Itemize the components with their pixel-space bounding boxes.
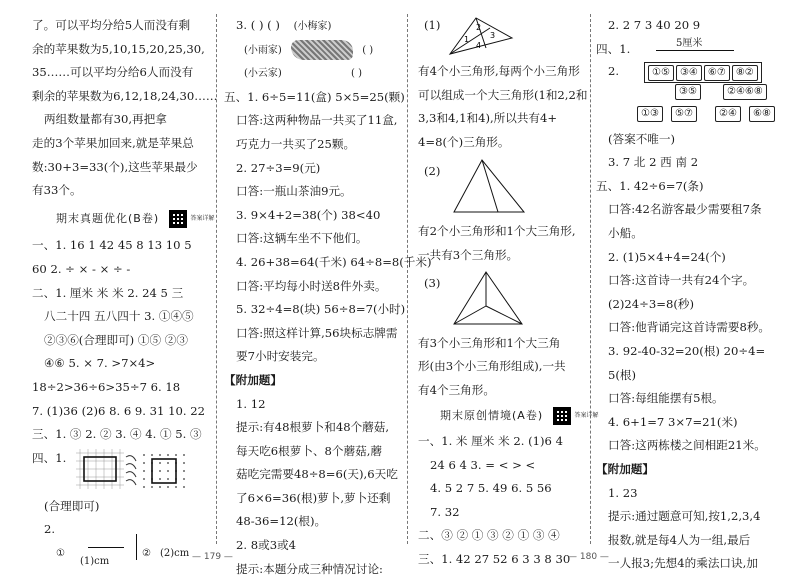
answer-line: 五、1. 6÷5=11(盒) 5×5=25(颗) bbox=[224, 89, 405, 104]
figure-3-row bbox=[418, 268, 590, 332]
answer-line: 1. 23 bbox=[608, 485, 638, 500]
answer-line: 口答:每组能摆有5根。 bbox=[608, 391, 724, 406]
circle-label: ② bbox=[142, 547, 151, 559]
answer-line: 一、1. 米 厘米 米 2. (1)6 4 bbox=[418, 433, 563, 448]
place-label: (小云家) bbox=[244, 68, 282, 80]
answer-line: 口答:这两种物品一共买了11盒, bbox=[236, 113, 398, 128]
answer-line: 3. 7 北 2 西 南 2 bbox=[608, 155, 699, 170]
section-title: 期末真题优化(B卷) bbox=[56, 211, 160, 225]
segment-length-label: 5厘米 bbox=[676, 37, 703, 49]
answer-line: 口答:这两栋楼之间相距21米。 bbox=[608, 438, 766, 453]
region-number: 2 bbox=[476, 23, 482, 32]
answer-line: 口答:这首诗一共有24个字。 bbox=[608, 273, 755, 288]
answer-line: 2. 2 7 3 40 20 9 bbox=[608, 18, 701, 32]
answer-line: 一人报3;先想4的乘法口诀,加 bbox=[608, 556, 758, 571]
answer-line: 1. 12 bbox=[236, 396, 266, 411]
figure-label: (1) bbox=[424, 18, 441, 32]
triangle-figure-1 bbox=[446, 14, 516, 60]
text-line: 数:30+3=33(个),这些苹果最少 bbox=[32, 159, 198, 174]
number-tile: ②④ bbox=[715, 106, 741, 122]
text-line: 35……可以平均分给6人而没有 bbox=[32, 65, 194, 80]
text-line: 走的3个苹果加回来,就是苹果总 bbox=[32, 135, 194, 150]
answer-line: 7. 32 bbox=[430, 504, 460, 519]
answer-line: 有2个小三角形和1个大三角形, bbox=[418, 224, 576, 239]
place-label: (小雨家) bbox=[244, 44, 282, 56]
number-tile: ⑧② bbox=[732, 65, 758, 81]
place-label: (小梅家) bbox=[293, 21, 332, 32]
answer-line: 提示:有48根萝卜和48个蘑菇, bbox=[236, 420, 390, 435]
answer-line: 二、③ ② ① ③ ② ① ③ ④ bbox=[418, 528, 560, 543]
answer-line: 2. bbox=[44, 522, 56, 537]
answer-line: 60 2. ÷ × - × ÷ - bbox=[32, 261, 131, 276]
segment-line bbox=[88, 536, 124, 548]
answer-line: 要7小时安装完。 bbox=[236, 349, 325, 364]
answer-line: 有4个小三角形,每两个小三角形 bbox=[418, 64, 580, 78]
map-answer-row bbox=[224, 62, 400, 86]
answer-line: 形(由3个小三角形组成),一共 bbox=[418, 359, 566, 374]
segment-answer-row bbox=[596, 38, 792, 60]
region-number: 3 bbox=[490, 31, 496, 40]
triangle-figure-2 bbox=[448, 154, 528, 218]
answer-line: 48-36=12(根)。 bbox=[236, 514, 327, 529]
answer-line: 2. 8或3或4 bbox=[236, 538, 297, 553]
qr-code-icon bbox=[169, 210, 187, 228]
answer-line: 小船。 bbox=[608, 225, 643, 240]
figure-1-row bbox=[418, 14, 590, 60]
answer-line: 三、1. ③ 2. ② 3. ④ 4. ① 5. ③ bbox=[32, 427, 202, 442]
answer-line: ②③⑥(合理即可) ①⑤ ②③ bbox=[44, 332, 188, 347]
answer-line: 口答:一瓶山茶油9元。 bbox=[236, 184, 352, 199]
answer-line: 4. 5 2 7 5. 49 6. 5 56 bbox=[430, 481, 552, 496]
answer-line: 有3个小三角形和1个大三角 bbox=[418, 335, 561, 350]
answer-line: 口答:照这样计算,56块标志牌需 bbox=[236, 325, 398, 340]
text-line: 两组数量都有30,再把拿 bbox=[44, 112, 167, 127]
answer-line: ( ) bbox=[362, 44, 374, 56]
extra-section-title: 【附加题】 bbox=[224, 372, 282, 387]
page-number: — 180 — bbox=[568, 552, 609, 562]
figure-label: (2) bbox=[424, 164, 441, 179]
triangle-figure-3 bbox=[448, 268, 528, 330]
answer-line: 3. 92-40-32=20(根) 20÷4= bbox=[608, 343, 766, 358]
section-header bbox=[418, 404, 599, 428]
answer-line: 每天吃6根萝卜、8个蘑菇,蘑 bbox=[236, 443, 382, 458]
answer-line: ④⑥ 5. × 7. >7×4> bbox=[44, 356, 156, 371]
answer-line: 2. bbox=[608, 63, 620, 78]
region-number: 1 bbox=[464, 35, 470, 44]
answer-line: 八二十四 五八四十 3. ①④⑤ bbox=[44, 309, 194, 324]
answer-line: 二、1. 厘米 米 米 2. 24 5 三 bbox=[32, 285, 184, 300]
map-answer-row bbox=[224, 14, 400, 39]
map-answer-row bbox=[224, 39, 400, 63]
text-line: 有33个。 bbox=[32, 183, 82, 198]
length-answer-row bbox=[32, 542, 212, 572]
answer-line: 一共有3个三角形。 bbox=[418, 247, 519, 262]
qr-label: 答案详解 bbox=[574, 412, 599, 420]
answer-line: 一、1. 16 1 42 45 8 13 10 5 bbox=[32, 238, 192, 253]
length-blank: (1)cm bbox=[80, 555, 110, 567]
stone-image bbox=[291, 40, 353, 60]
answer-line: 5. 32÷4=8(块) 56÷8=7(小时) bbox=[236, 302, 406, 317]
number-tile: ⑤⑦ bbox=[671, 106, 697, 122]
answer-line: 菇吃完需要48÷8=6(天),6天吃 bbox=[236, 467, 398, 482]
answer-line: 了6×6=36(根)萝卜,萝卜还剩 bbox=[236, 490, 391, 505]
answer-line: 报数,就是每4人为一组,最后 bbox=[608, 532, 751, 547]
answer-line: 4. 26+38=64(千米) 64÷8=8(千米) bbox=[236, 254, 432, 269]
answer-line: 2. (1)5×4+4=24(个) bbox=[608, 249, 726, 264]
region-number: 4 bbox=[476, 41, 482, 50]
answer-line: 3. ( ) ( ) bbox=[236, 18, 280, 32]
section-title: 期末原创情境(A卷) bbox=[440, 409, 544, 423]
answer-line: 4. 6+1=7 3×7=21(米) bbox=[608, 414, 738, 429]
answer-line: 提示:本题分成三种情况讨论: bbox=[236, 561, 383, 576]
answer-line: 24 6 4 3. = < > < bbox=[430, 457, 536, 472]
number-tile: ③④ bbox=[676, 65, 702, 81]
grid-figure-row bbox=[32, 447, 212, 495]
answer-line: 可以组成一个大三角形(1和2,2和 bbox=[418, 87, 588, 102]
answer-line: 口答:平均每小时送8件外卖。 bbox=[236, 278, 387, 293]
number-tile: ①⑤ bbox=[648, 65, 674, 81]
answer-line: (2)24÷3=8(秒) bbox=[608, 296, 694, 311]
answer-line: 5(根) bbox=[608, 367, 637, 382]
answer-note: (合理即可) bbox=[44, 498, 100, 513]
answer-line: 7. (1)36 (2)6 8. 6 9. 31 10. 22 bbox=[32, 403, 205, 418]
answer-note: (答案不唯一) bbox=[608, 131, 676, 146]
answer-line: 提示:通过题意可知,按1,2,3,4 bbox=[608, 509, 761, 524]
qr-code-icon bbox=[553, 407, 571, 425]
qr-label: 答案详解 bbox=[190, 214, 215, 222]
answer-line: 口答:这辆车坐不下他们。 bbox=[236, 231, 368, 246]
figure-label: (3) bbox=[424, 275, 441, 290]
answer-line: 四、1. bbox=[32, 450, 67, 465]
number-tile: ③⑤ bbox=[675, 84, 701, 100]
answer-line: 口答:他背诵完这首诗需要8秒。 bbox=[608, 320, 771, 335]
grid-drawing-figure bbox=[76, 447, 196, 493]
circle-label: ① bbox=[56, 547, 65, 559]
text-line: 剩余的苹果数为6,12,18,24,30…… bbox=[32, 88, 218, 103]
extra-section-title: 【附加题】 bbox=[596, 461, 654, 476]
number-tile: ⑥⑦ bbox=[704, 65, 730, 81]
number-tile: ①③ bbox=[637, 106, 663, 122]
answer-line: 五、1. 42÷6=7(条) bbox=[596, 178, 704, 193]
text-line: 了。可以平均分给5人而没有剩 bbox=[32, 18, 191, 32]
length-blank: (2)cm bbox=[160, 547, 190, 559]
answer-line: 4=8(个)三角形。 bbox=[418, 134, 510, 149]
answer-line: 3. 9×4+2=38(个) 38<40 bbox=[236, 207, 381, 222]
answer-line: 有4个三角形。 bbox=[418, 382, 495, 397]
grouping-tree bbox=[596, 60, 792, 128]
number-tile: ②④⑥⑧ bbox=[723, 84, 767, 100]
text-line: 余的苹果数为5,10,15,20,25,30, bbox=[32, 41, 205, 56]
answer-line: ( ) bbox=[351, 68, 362, 80]
answer-line: 3,3和4,1和4),所以共有4+ bbox=[418, 111, 558, 126]
tree-top-group bbox=[644, 62, 762, 83]
page-number: — 179 — bbox=[192, 552, 233, 562]
column-2 bbox=[224, 14, 432, 581]
column-divider bbox=[407, 14, 408, 544]
answer-line: 四、1. bbox=[596, 41, 631, 56]
answer-line: 18÷2>36÷6>35÷7 6. 18 bbox=[32, 379, 181, 394]
section-header bbox=[32, 207, 215, 231]
column-3 bbox=[418, 14, 599, 572]
figure-2-row bbox=[418, 154, 590, 220]
number-tile: ⑥⑧ bbox=[749, 106, 775, 122]
answer-line: 三、1. 42 27 52 6 3 3 8 30 bbox=[418, 551, 571, 566]
answer-line: 口答:42名游客最少需要租7条 bbox=[608, 202, 762, 217]
answer-line: 2. 27÷3=9(元) bbox=[236, 160, 321, 175]
segment-line bbox=[136, 534, 137, 560]
answer-line: 巧克力一共买了25颗。 bbox=[236, 136, 356, 151]
column-divider bbox=[590, 14, 591, 544]
column-4 bbox=[596, 14, 792, 576]
